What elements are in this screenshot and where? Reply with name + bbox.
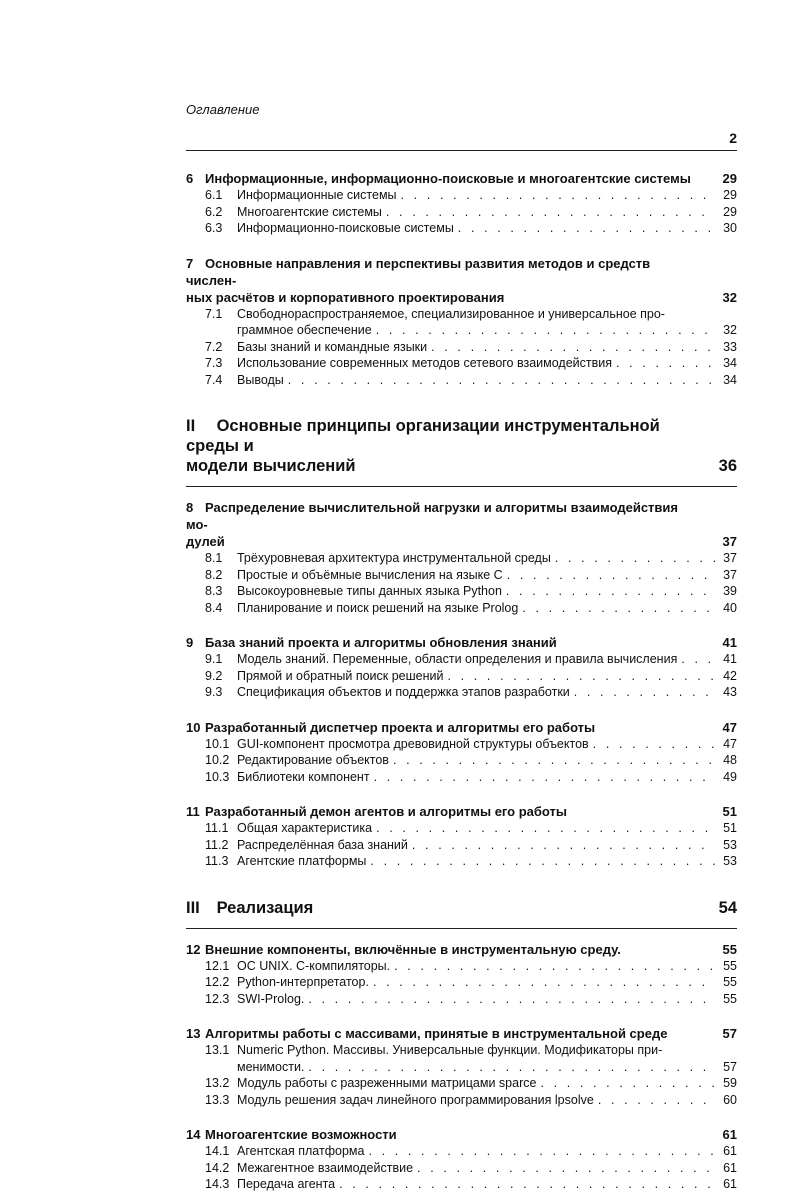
section-number: 10.3: [205, 769, 230, 784]
leader-dots: [308, 991, 715, 1008]
section-title-line2: менимости.: [237, 1059, 305, 1074]
leader-dots: [681, 651, 715, 668]
part-title: [186, 416, 719, 476]
section-title: [237, 958, 715, 975]
spacer: [186, 785, 737, 803]
toc-chapter[interactable]: [186, 170, 737, 187]
section-number: 6.2: [205, 204, 223, 219]
chapter-page: 41: [722, 635, 737, 650]
chapter-number: 12: [186, 941, 201, 957]
section-title: [237, 752, 715, 769]
leader-dots: [376, 820, 715, 837]
section-title: [237, 339, 715, 356]
part-number: III: [186, 898, 200, 917]
leader-dots: [373, 974, 715, 991]
section-title: [237, 567, 715, 584]
section-title-text: Выводы: [237, 372, 284, 387]
chapter-page: 51: [722, 804, 737, 819]
section-number: 8.3: [205, 584, 223, 598]
chapter-page: 47: [722, 719, 737, 735]
section-number: 14.2: [205, 1160, 230, 1175]
leader-dots: [370, 853, 715, 870]
leader-dots: [386, 204, 715, 221]
section-title-text: Модель знаний. Переменные, области определения и правила вычисления: [237, 652, 678, 666]
toc-section[interactable]: [186, 837, 737, 854]
section-title: [237, 668, 715, 685]
leader-dots: [394, 958, 715, 975]
section-title-text: Прямой и обратный поиск решений: [237, 668, 444, 683]
spacer: [186, 1007, 737, 1025]
section-title: [237, 820, 715, 837]
toc-chapter[interactable]: [186, 1025, 737, 1042]
section-title: [237, 322, 715, 339]
leader-dots: [507, 567, 715, 584]
section-number: 13.1: [205, 1043, 230, 1057]
part-rule: [186, 928, 737, 929]
section-title-text: Простые и объёмные вычисления на языке C: [237, 567, 503, 582]
section-number: 8.2: [205, 567, 223, 582]
section-page: 61: [723, 1177, 737, 1191]
section-title-text: Модуль работы с разреженными матрицами sparce: [237, 1076, 537, 1090]
section-title: [237, 974, 715, 991]
section-title-text: Спецификация объектов и поддержка этапов разработки: [237, 685, 570, 699]
chapter-title: [186, 803, 717, 820]
section-title-line2: граммное обеспечение: [237, 323, 372, 337]
section-title-text: Информационные системы: [237, 188, 397, 202]
section-page: 57: [723, 1059, 737, 1074]
section-page: 51: [723, 821, 737, 835]
chapter-page: 55: [722, 941, 737, 957]
section-page: 53: [723, 854, 737, 868]
section-title-line1: Numeric Python. Массивы. Универсальные функции. Модификаторы при-: [237, 1043, 663, 1057]
toc-section[interactable]: [186, 974, 737, 991]
leader-dots: [555, 550, 715, 567]
toc-section[interactable]: [186, 1143, 737, 1160]
toc-chapter[interactable]: [186, 1126, 737, 1143]
chapter-number: 8: [186, 500, 194, 515]
section-page: 37: [723, 551, 737, 565]
chapter-page: 61: [722, 1127, 737, 1142]
leader-dots: [598, 1092, 715, 1109]
section-title: [237, 550, 715, 567]
section-title: [237, 372, 715, 389]
section-line1: [205, 1042, 737, 1059]
chapter-title: [186, 634, 717, 651]
section-title-text: Редактирование объектов: [237, 753, 389, 767]
toc-section[interactable]: [186, 355, 737, 372]
toc-chapter[interactable]: [186, 803, 737, 820]
toc-chapter[interactable]: [186, 719, 737, 736]
section-number: 7.3: [205, 356, 223, 370]
section-number: 12.3: [205, 991, 230, 1006]
running-title: Оглавление: [186, 102, 260, 117]
part-title-line1: Основные принципы организации инструментальной среды и: [186, 417, 660, 455]
section-title: [237, 651, 715, 668]
section-title: [237, 991, 715, 1008]
toc-section[interactable]: [186, 600, 737, 617]
toc-section[interactable]: [186, 651, 737, 668]
section-number: 7.1: [205, 306, 223, 321]
chapter-title-line2: ных расчётов и корпоративного проектирования: [186, 289, 505, 305]
leader-dots: [339, 1176, 715, 1193]
section-title-text: Python-интерпретатор.: [237, 975, 369, 989]
section-title-text: Трёхуровневая архитектура инструментальной среды: [237, 551, 551, 565]
chapter-page: 32: [722, 289, 737, 305]
toc-section[interactable]: [186, 550, 737, 567]
chapter-title: [186, 170, 717, 187]
part-title-text: Реализация: [212, 898, 314, 917]
toc-chapter[interactable]: [186, 634, 737, 651]
chapter-number: 9: [186, 635, 194, 650]
section-title-line1: Свободнораспространяемое, специализированное и универсальное про-: [237, 306, 665, 321]
spacer: [186, 701, 737, 719]
section-page: 40: [723, 600, 737, 615]
section-title-text: Агентская платформа: [237, 1144, 365, 1158]
section-number: 11.2: [205, 837, 229, 852]
chapter-title: [186, 1025, 717, 1042]
section-title-text: Передача агента: [237, 1177, 336, 1191]
chapter-number: 7: [186, 255, 194, 271]
part-page: 36: [718, 457, 737, 475]
toc-chapter[interactable]: [186, 255, 737, 306]
section-title-text: Модуль решения задач линейного программирования lpsolve: [237, 1092, 594, 1107]
header-rule: [186, 150, 737, 151]
chapter-title-line1: Распределение вычислительной нагрузки и алгоритмы взаимодействия мо-: [186, 500, 678, 532]
toc-section[interactable]: [186, 220, 737, 237]
section-title: [237, 1160, 715, 1177]
section-number: 13.3: [205, 1092, 230, 1107]
chapter-number: 14: [186, 1127, 201, 1142]
section-title: [237, 600, 715, 617]
section-page: 37: [723, 567, 737, 582]
section-number: 9.1: [205, 652, 223, 666]
toc-section[interactable]: [186, 1092, 737, 1109]
section-title: [237, 220, 715, 237]
toc-section[interactable]: [186, 668, 737, 685]
part-title-line2: модели вычислений: [186, 457, 356, 475]
section-title-text: Высокоуровневые типы данных языка Python: [237, 584, 502, 598]
chapter-title-text: Внешние компоненты, включённые в инструментальную среду.: [205, 941, 621, 957]
leader-dots: [401, 187, 715, 204]
section-number: 14.1: [205, 1144, 230, 1158]
section-title: [237, 204, 715, 221]
leader-dots: [374, 769, 715, 786]
section-page: 47: [723, 736, 737, 751]
section-line2: [205, 1059, 737, 1076]
section-page: 48: [723, 753, 737, 767]
section-title-text: Базы знаний и командные языки: [237, 339, 428, 354]
chapter-title: [186, 719, 717, 736]
leader-dots: [540, 1075, 715, 1092]
section-number: 6.3: [205, 221, 223, 235]
toc-section[interactable]: [186, 752, 737, 769]
section-page: 29: [723, 188, 737, 202]
toc-chapter[interactable]: [186, 499, 737, 550]
section-page: 61: [723, 1160, 737, 1175]
toc-section[interactable]: [186, 769, 737, 786]
page-number: 2: [729, 130, 737, 146]
section-title: [237, 1143, 715, 1160]
section-number: 8.4: [205, 600, 223, 615]
part-page: 54: [718, 898, 737, 917]
leader-dots: [522, 600, 715, 617]
leader-dots: [412, 837, 715, 854]
section-title-text: Библиотеки компонент: [237, 769, 370, 784]
leader-dots: [288, 372, 715, 389]
section-title: [237, 736, 715, 753]
section-title-text: ОС UNIX. С-компиляторы.: [237, 958, 391, 973]
section-page: 55: [723, 958, 737, 973]
toc-section[interactable]: [186, 853, 737, 870]
toc-section[interactable]: [186, 204, 737, 221]
leader-dots: [506, 583, 715, 600]
leader-dots: [308, 1059, 715, 1076]
chapter-title: [186, 941, 717, 958]
section-number: 14.3: [205, 1177, 230, 1191]
chapter-title-text: Информационные, информационно-поисковые и многоагентские системы: [205, 171, 691, 186]
part-rule: [186, 486, 737, 487]
section-page: 53: [723, 837, 737, 852]
chapter-number: 6: [186, 171, 194, 186]
section-title: [237, 1059, 715, 1076]
leader-dots: [574, 684, 715, 701]
section-title-text: Распределённая база знаний: [237, 837, 408, 852]
section-page: 59: [723, 1076, 737, 1090]
part-title: [186, 898, 719, 918]
table-of-contents: [186, 170, 737, 1193]
section-number: 8.1: [205, 551, 223, 565]
section-page: 39: [723, 584, 737, 598]
chapter-title-text: Разработанный демон агентов и алгоритмы его работы: [205, 804, 568, 819]
toc-section[interactable]: [186, 1160, 737, 1177]
toc-section[interactable]: [186, 1176, 737, 1193]
part-number: II: [186, 417, 196, 435]
section-page: 42: [723, 668, 737, 683]
toc-section[interactable]: [186, 1075, 737, 1092]
chapter-title-line1: Основные направления и перспективы развития методов и средств числен-: [186, 255, 651, 288]
section-number: 9.3: [205, 685, 223, 699]
section-number: 10.2: [205, 753, 230, 767]
section-title-text: Межагентное взаимодействие: [237, 1160, 414, 1175]
section-title: [237, 853, 715, 870]
chapter-title-text: Разработанный диспетчер проекта и алгоритмы его работы: [205, 719, 596, 735]
toc-section[interactable]: [186, 306, 737, 339]
leader-dots: [393, 752, 715, 769]
leader-dots: [458, 220, 715, 237]
toc-section[interactable]: [186, 567, 737, 584]
chapter-title: [186, 499, 717, 550]
toc-section[interactable]: [186, 736, 737, 753]
section-page: 34: [723, 372, 737, 387]
leader-dots: [616, 355, 715, 372]
spacer: [186, 1108, 737, 1126]
section-number: 9.2: [205, 668, 223, 683]
section-title-text: Многоагентские системы: [237, 204, 382, 219]
section-number: 12.2: [205, 975, 230, 989]
section-title-text: Использование современных методов сетевого взаимодействия: [237, 356, 613, 370]
section-page: 61: [723, 1144, 737, 1158]
chapter-title-line2: дулей: [186, 534, 225, 549]
section-line2: [205, 322, 737, 339]
section-title-text: Информационно-поисковые системы: [237, 221, 454, 235]
section-page: 43: [723, 685, 737, 699]
chapter-title: [186, 1126, 717, 1143]
section-title: [237, 583, 715, 600]
section-title: [237, 837, 715, 854]
section-number: 13.2: [205, 1076, 230, 1090]
section-number: 11.3: [205, 854, 229, 868]
chapter-page: 29: [722, 171, 737, 186]
chapter-page: 37: [722, 534, 737, 549]
spacer: [186, 237, 737, 255]
section-number: 6.1: [205, 188, 223, 202]
leader-dots: [417, 1160, 715, 1177]
section-title-text: SWI-Prolog.: [237, 991, 305, 1006]
section-page: 49: [723, 769, 737, 784]
chapter-title-text: Алгоритмы работы с массивами, принятые в инструментальной среде: [205, 1026, 668, 1041]
section-page: 60: [723, 1092, 737, 1107]
chapter-title-text: База знаний проекта и алгоритмы обновления знаний: [205, 635, 557, 650]
toc-chapter[interactable]: [186, 941, 737, 958]
toc-section[interactable]: [186, 991, 737, 1008]
chapter-number: 10: [186, 719, 201, 735]
section-page: 33: [723, 339, 737, 354]
toc-section[interactable]: [186, 958, 737, 975]
toc-section[interactable]: [186, 684, 737, 701]
section-page: 55: [723, 975, 737, 989]
leader-dots: [447, 668, 715, 685]
toc-section[interactable]: [186, 339, 737, 356]
chapter-number: 11: [186, 804, 200, 819]
leader-dots: [593, 736, 715, 753]
leader-dots: [431, 339, 715, 356]
section-title: [237, 355, 715, 372]
toc-section[interactable]: [186, 372, 737, 389]
toc-section[interactable]: [186, 583, 737, 600]
chapter-title: [186, 255, 717, 306]
section-page: 30: [723, 221, 737, 235]
section-title: [237, 1176, 715, 1193]
section-title: [237, 1075, 715, 1092]
section-title: [237, 769, 715, 786]
section-title-text: Общая характеристика: [237, 821, 373, 835]
section-title-text: Агентские платформы: [237, 854, 367, 868]
section-page: 55: [723, 991, 737, 1006]
leader-dots: [376, 322, 715, 339]
section-number: 11.1: [205, 821, 229, 835]
part-heading: [186, 898, 737, 918]
chapter-number: 13: [186, 1026, 201, 1041]
toc-section[interactable]: [186, 1042, 737, 1075]
section-page: 32: [723, 323, 737, 337]
section-number: 10.1: [205, 736, 230, 751]
toc-section[interactable]: [186, 187, 737, 204]
section-number: 12.1: [205, 958, 230, 973]
section-page: 29: [723, 204, 737, 219]
spacer: [186, 616, 737, 634]
chapter-page: 57: [722, 1026, 737, 1041]
section-number: 7.2: [205, 339, 223, 354]
section-line1: [205, 306, 737, 323]
part-heading: [186, 416, 737, 476]
section-title: [237, 1092, 715, 1109]
section-title: [237, 187, 715, 204]
leader-dots: [368, 1143, 715, 1160]
section-number: 7.4: [205, 372, 223, 387]
toc-section[interactable]: [186, 820, 737, 837]
section-title-text: GUI-компонент просмотра древовидной структуры объектов: [237, 736, 589, 751]
section-title: [237, 684, 715, 701]
section-page: 41: [723, 652, 737, 666]
section-title-text: Планирование и поиск решений на языке Prolog: [237, 600, 519, 615]
chapter-title-text: Многоагентские возможности: [205, 1127, 397, 1142]
section-page: 34: [723, 356, 737, 370]
